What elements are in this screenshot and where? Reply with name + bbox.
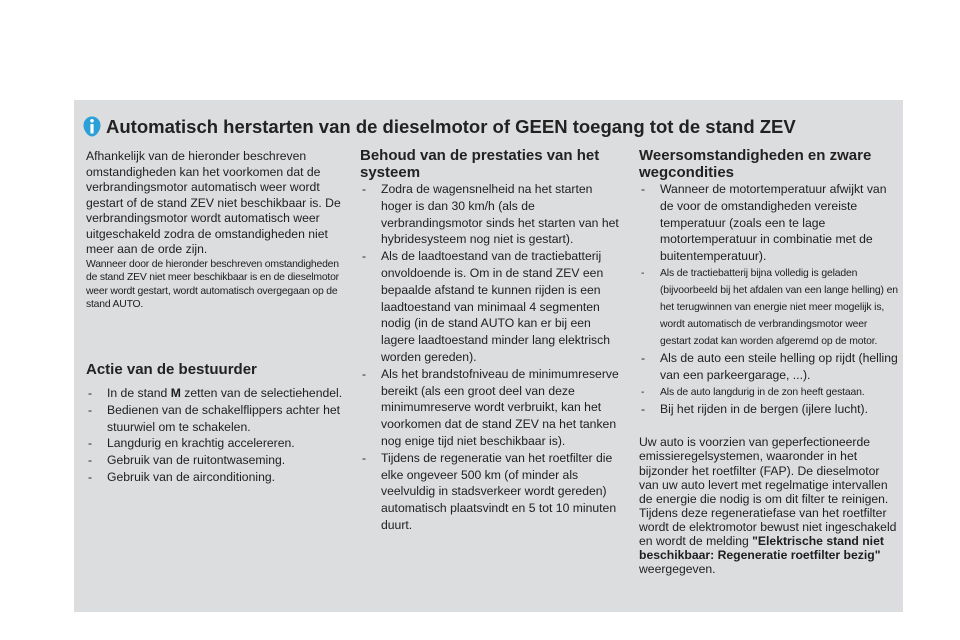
list-item-text: Als de laadtoestand van de tractiebatterij onvoldoende is. Om in de stand ZEV een bepaalde afstand te kunnen rijden is een laadtoestand van minimaal 4 segmenten nodig (in de stand AUTO kan er bij een lagere laadtoestand minder lang elektrisch worden gereden). (381, 249, 610, 364)
list-item-bold: M (170, 386, 181, 400)
section-heading-weer: Weersomstandigheden en zware wegcondities (639, 147, 872, 181)
dash-mark: - (641, 267, 645, 279)
dash-mark: - (641, 182, 646, 196)
weer-list (639, 181, 899, 417)
list-item (639, 401, 899, 418)
list-item-text: Als het brandstofniveau de minimumreserve bereikt (als een groot deel van deze minimumreserve wordt verbruikt, kan het voorkomen dat de stand ZEV na het tanken nog enige tijd niet beschikbaar is). (381, 366, 619, 448)
list-item (639, 384, 899, 401)
list-item-text: Wanneer de motortemperatuur afwijkt van de voor de omstandigheden vereiste temperatuur (zoals een te lage motortemperatuur in combinatie met de buitentemperatuur). (660, 182, 887, 264)
info-panel (74, 100, 903, 612)
prestaties-column (360, 148, 622, 534)
list-item-text: Bedienen van de schakelflippers achter het stuurwiel om te schakelen. (107, 402, 341, 434)
section-heading-prestaties: Behoud van de prestaties van het systeem (360, 147, 600, 181)
list-item (86, 469, 344, 486)
dash-mark: - (641, 350, 646, 365)
list-item (86, 385, 344, 402)
list-item (86, 402, 344, 436)
list-item (360, 181, 622, 248)
paragraph-text: weergegeven. (639, 562, 716, 577)
section-heading-actie: Actie van de bestuurder (86, 361, 257, 378)
list-item-text: Als de tractiebatterij bijna volledig is geladen (bijvoorbeeld bij het afdalen van een lange helling) en het terugwinnen van energie niet meer mogelijk is, wordt automatisch de verbrandingsmotor weer gestart zodat kan worden afgeremd op de motor. (660, 267, 898, 347)
prestaties-list (360, 181, 622, 534)
list-item-text: zetten van de selectiehendel. (180, 386, 343, 400)
list-item (360, 450, 622, 534)
dash-mark: - (641, 386, 645, 398)
intro-note: Wanneer door de hieronder beschreven omstandigheden de stand ZEV niet meer beschikbaar is en de dieselmotor weer wordt gestart, wordt automatisch overgegaan op de stand AUTO. (86, 258, 339, 311)
dash-mark: - (362, 366, 367, 381)
weer-column (639, 148, 899, 576)
dash-mark: - (88, 469, 93, 484)
list-item-text: Tijdens de regeneratie van het roetfilter die elke ongeveer 500 km (of minder als veelvuldig in stadsverkeer wordt gereden) automatisch plaatsvindt en 5 tot 10 minuten duurt. (381, 450, 617, 532)
list-item-text: Gebruik van de ruitontwaseming. (107, 453, 286, 468)
dash-mark: - (362, 182, 367, 196)
list-item-text: Als de auto langdurig in de zon heeft gestaan. (660, 386, 865, 398)
dash-mark: - (88, 436, 93, 451)
list-item-text: Gebruik van de airconditioning. (107, 469, 276, 484)
dash-mark: - (641, 401, 646, 416)
info-icon (82, 116, 102, 137)
dash-mark: - (362, 249, 367, 264)
list-item (639, 350, 899, 384)
dash-mark: - (88, 453, 93, 468)
list-item-text: Langdurig en krachtig accelereren. (107, 436, 295, 451)
warning-message: "Elektrische stand niet beschikbaar: Regeneratie roetfilter bezig" (639, 534, 884, 563)
list-item-text: In de stand (107, 386, 171, 400)
list-item (360, 366, 622, 450)
page-title: Automatisch herstarten van de dieselmotor of GEEN toegang tot de stand ZEV (106, 116, 796, 137)
paragraph-text: Uw auto is voorzien van geperfectioneerde emissieregelsystemen, waaronder in het bijzonder het roetfilter (FAP). De dieselmotor van uw auto levert met regelmatige intervallen de energie die nodig is om dit filter te reinigen. Tijdens deze regeneratiefase van het roetfilter wordt de elektromotor bewust niet ingeschakeld en wordt de melding (639, 435, 897, 549)
dash-mark: - (88, 402, 93, 417)
dash-mark: - (88, 386, 93, 400)
list-item (86, 435, 344, 452)
list-item-text: Zodra de wagensnelheid na het starten hoger is dan 30 km/h (als de verbrandingsmotor sinds het starten van het hybridesysteem nog niet is gestart). (381, 182, 619, 247)
actie-list (86, 385, 344, 486)
list-item (639, 265, 899, 350)
dash-mark: - (362, 450, 367, 465)
intro-column (86, 149, 344, 312)
intro-text: Afhankelijk van de hieronder beschreven omstandigheden kan het voorkomen dat de verbrandingsmotor automatisch weer wordt gestart of de stand ZEV niet beschikbaar is. De verbrandingsmotor wordt automatisch weer uitgeschakeld zodra de omstandigheden niet meer aan de orde zijn. (86, 149, 341, 256)
list-item-text: Als de auto een steile helling op rijdt (helling van een parkeergarage, ...). (660, 350, 898, 382)
list-item (360, 248, 622, 366)
fap-paragraph (639, 435, 899, 576)
list-item (86, 452, 344, 469)
list-item (639, 181, 899, 265)
list-item-text: Bij het rijden in de bergen (ijlere lucht). (660, 401, 868, 416)
